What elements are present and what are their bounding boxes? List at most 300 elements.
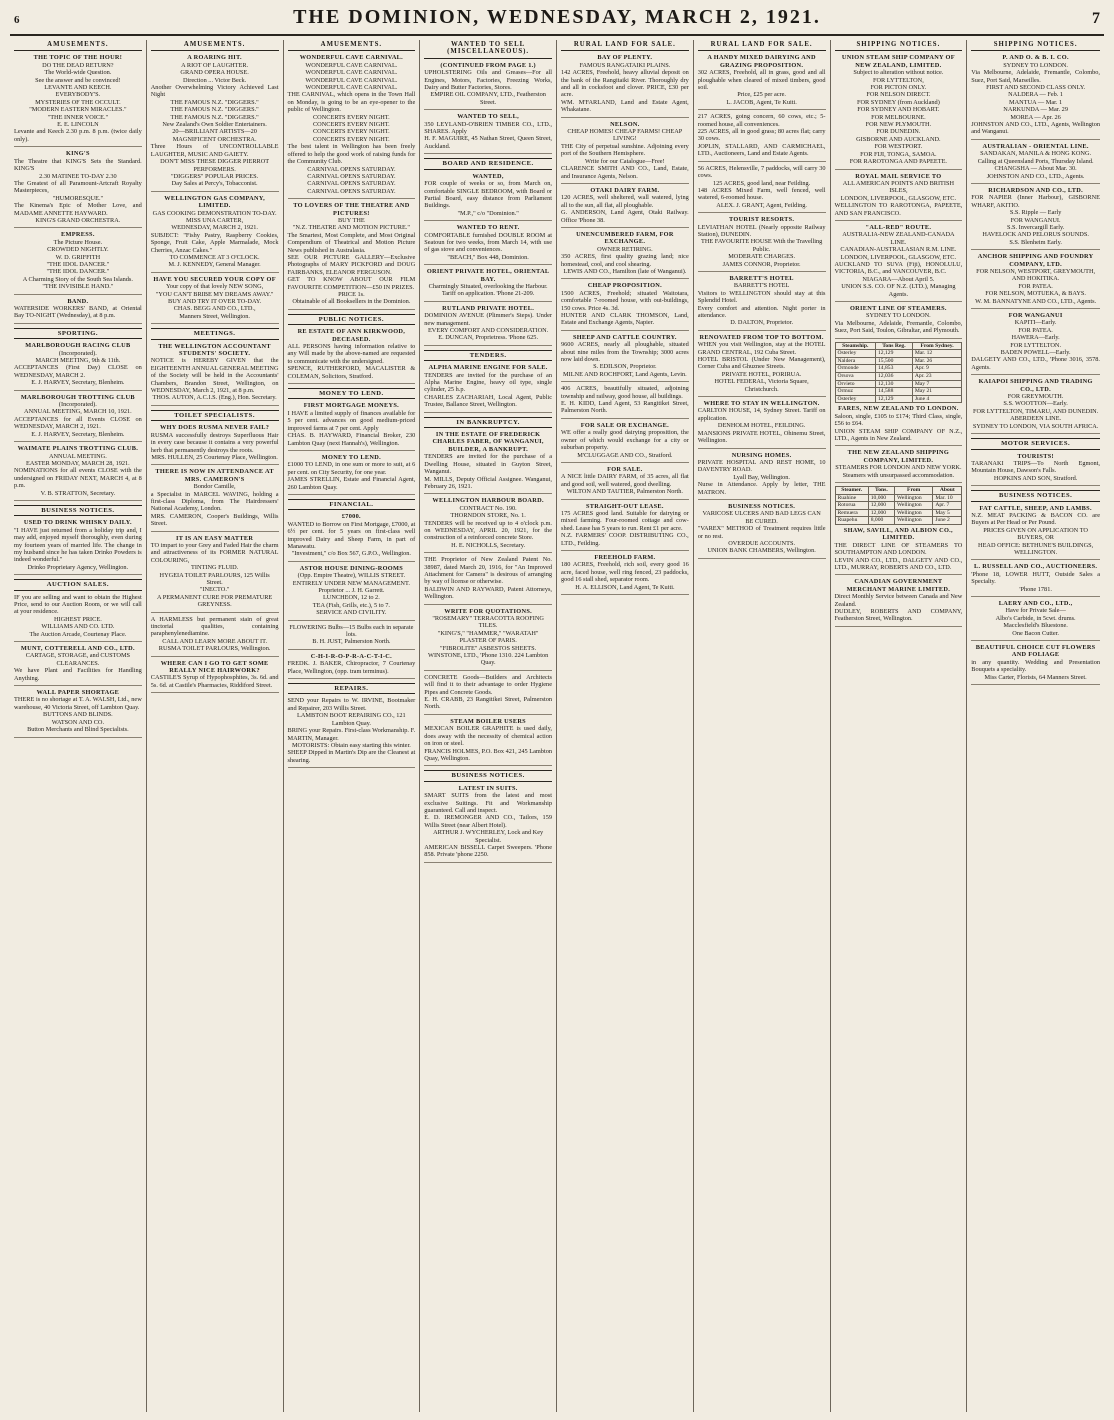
table-cell: 15,500 <box>876 357 913 365</box>
advertisement-heading: BAND. <box>67 297 89 305</box>
advertisement-text: ACCEPTANCES for all Events CLOSE on WEDNESDAY, MARCH 2, 1921. <box>14 415 142 431</box>
advertisement-text: CLARENCE SMITH AND CO., Land, Estate, and Insurance Agents, Nelson. <box>561 165 689 180</box>
advertisement-heading: SHEEP AND CATTLE COUNTRY. <box>572 333 677 341</box>
advertisement-text: Albo's Carbide, in 5cwt. drums. <box>995 614 1076 622</box>
advertisement <box>424 173 552 221</box>
advertisement-heading: IT IS AN EASY MATTER <box>175 534 254 542</box>
page-number-left: 6 <box>14 14 20 26</box>
advertisement-text: FOR MELBOURNE. <box>871 113 926 121</box>
advertisement-text: GRAND OPERA HOUSE. <box>180 69 249 77</box>
advertisement-text: Obtainable of all Booksellers in the Dominion. <box>292 298 411 306</box>
advertisement-text: CONTRACT No. 190. <box>459 504 517 512</box>
advertisement-text: I HAVE a limited supply of finances available for 5 per cent. advances on good medium-priced improved farms at 7 per cent. Apply <box>287 409 416 432</box>
advertisement-text: Subject to alteration without notice. <box>853 69 944 77</box>
advertisement-text: FOR WANGANUI. <box>1010 216 1061 224</box>
advertisement-heading: FREEHOLD FARM. <box>594 553 656 561</box>
advertisement-text: E. DUNCAN, Proprietress. 'Phone 625. <box>438 334 539 342</box>
advertisement-text: FRANCIS HOLMES, P.O. Box 421, 245 Lambton Quay, Wellington. <box>424 747 552 762</box>
advertisement-text: "HUMORESQUE." <box>52 194 104 202</box>
column-heading: AMUSEMENTS. <box>288 40 416 51</box>
table-cell: May 5 <box>933 509 962 517</box>
advertisement-heading: ASTOR HOUSE DINING-ROOMS <box>299 564 404 572</box>
advertisement-text: E. J. HARVEY, Secretary, Blenheim. <box>31 379 125 387</box>
advertisement-heading: UNION STEAM SHIP COMPANY OF NEW ZEALAND, LIMITED. <box>841 54 955 69</box>
advertisement-heading: THERE IS NOW IN ATTENDANCE AT MRS. CAMERON'S <box>155 468 274 483</box>
advertisement-text: M'CLUGGAGE AND CO., Stratford. <box>577 451 673 459</box>
advertisement-text: SYDNEY TO LONDON. <box>1003 61 1069 69</box>
table-cell: Ruapehu <box>835 517 868 525</box>
table-cell: Ormonde <box>835 365 876 373</box>
advertisement-text: D. DALTON, Proprietor. <box>730 319 794 327</box>
table-row <box>835 380 962 388</box>
advertisement-text: A RIOT OF LAUGHTER. <box>181 61 249 69</box>
advertisement-text: FOR NELSON, WESTPORT, GREYMOUTH, AND HOKITIKA. <box>976 267 1096 283</box>
table-cell: 12,129 <box>876 395 913 403</box>
advertisement-text: Direction ... Victor Beck. <box>182 76 247 84</box>
advertisement-text: TO impart to your Grey and Faded Hair the charm and attractiveness of its FORMER NATURAL COLOURING, <box>150 541 279 564</box>
advertisement-text: Price, £25 per acre. <box>737 91 787 99</box>
advertisement-heading: £7000. <box>341 513 361 521</box>
advertisement-text: Drinko Proprietary Agency, Wellington. <box>27 563 129 571</box>
newspaper-title: THE DOMINION, WEDNESDAY, MARCH 2, 1921. <box>293 6 821 28</box>
advertisement-text: THE CARNIVAL, which opens in the Town Hall on Monday, is going to be an eye-opener to the public of Wellington. <box>287 91 416 114</box>
advertisement <box>288 565 416 621</box>
advertisement-text: FOR NAPIER (Inner Harbour), GISBORNE WHARF, AKITIO. <box>971 194 1100 209</box>
table-row <box>835 509 962 517</box>
advertisement-text: 217 ACRES, going concern, 60 cows, etc.; 5-roomed house, all conveniences. <box>697 113 826 128</box>
advertisement-text: FAMOUS RANGATAIKI PLAINS. <box>579 61 671 69</box>
advertisement-text: B. H. JUST, Palmerston North. <box>312 638 391 646</box>
table-header-cell: Tons Reg. <box>876 342 913 350</box>
table-cell: Osterley <box>835 350 876 358</box>
advertisement-text: TO COMMENCE AT 3 O'CLOCK. <box>169 253 260 261</box>
advertisement-text: CONCERTS EVERY NIGHT. <box>312 128 390 136</box>
advertisement-heading: BARRETT'S HOTEL <box>729 274 794 282</box>
advertisement-text: ALL AMERICAN POINTS AND BRITISH ISLES, <box>842 179 955 195</box>
advertisement-text: MOTORISTS: Obtain easy starting this winter. <box>291 741 411 749</box>
advertisement <box>971 563 1100 597</box>
advertisement-text: DALGETY AND CO., LTD., 'Phone 3016, 3578. Agents. <box>971 356 1100 371</box>
advertisement-text: RUSMA successfully destroys Superfluous Hair in every case because it contains a very powerful herb that permanently destroys the roots. <box>150 431 279 454</box>
advertisement <box>151 195 279 273</box>
advertisement-text: THE City of perpetual sunshine. Adjoining every port of the Southern Hemisphere. <box>561 142 689 158</box>
advertisement-text: A PERMANENT CURE FOR PREMATURE GREYNESS. <box>156 593 273 609</box>
advertisement-text: FOR couple of weeks or so, from March on, comfortable SINGLE BEDROOM, with Board or Partial Board, easy distance from Parliament Buildings. <box>424 180 552 210</box>
page-number-right: 7 <box>1092 10 1100 27</box>
advertisement <box>971 505 1100 561</box>
advertisement-text: A HARMLESS but permanent stain of great tinctorial qualities, containing paraphenylenediamine. <box>150 615 279 638</box>
advertisement <box>835 54 963 169</box>
advertisement-heading: WHERE CAN I GO TO GET SOME REALLY NICE HAIRWORK? <box>160 659 269 675</box>
table-cell: 14,588 <box>876 388 913 396</box>
section-heading: REPAIRS. <box>288 683 416 694</box>
advertisement-text: AMERICAN BISSELL Carpet Sweepers. 'Phone 858. Private 'phone 2250. <box>424 843 552 859</box>
advertisement-text: Steamers with unsurpassed accommodation. <box>842 471 955 479</box>
advertisement <box>424 785 552 863</box>
section-heading: BOARD AND RESIDENCE. <box>424 158 552 169</box>
advertisement <box>288 402 416 450</box>
advertisement <box>698 275 826 331</box>
advertisement-text: The Greatest of all Paramount-Artcraft Royalty Masterpieces, <box>14 179 142 195</box>
advertisement-text: Charmingly Situated, overlooking the Harbour. <box>428 282 548 290</box>
advertisement-text: BUY AND TRY IT OVER TO-DAY. <box>168 298 262 305</box>
advertisement-heading: WANTED TO RENT. <box>456 224 520 232</box>
advertisement-text: CHAS. B. HAYWARD, Financial Broker, 230 Lambton Quay (next Hannah's), Wellington. <box>287 432 416 447</box>
advertisement <box>424 497 552 553</box>
advertisement-text: 125 ACRES, good land, near Feilding. <box>713 179 811 187</box>
advertisement-heading: WRITE FOR QUOTATIONS. <box>444 607 532 615</box>
advertisement <box>424 674 552 715</box>
advertisement-text: FOR LYTTELTON. <box>1010 341 1062 349</box>
column-heading: RURAL LAND FOR SALE. <box>698 40 826 51</box>
advertisement-text: WELLINGTON TO RAROTONGA, PAPEETE, AND SAN FRANCISCO. <box>834 202 963 217</box>
advertisement-text: AUSTRALIA-NEW ZEALAND-CANADA LINE. <box>842 231 955 246</box>
table-row <box>835 395 962 403</box>
advertisement-text: WEDNESDAY, MARCH 2, 1921. <box>171 224 259 232</box>
advertisement-heading: KING'S <box>65 150 90 158</box>
table-cell: June 4 <box>912 395 961 403</box>
advertisement-heading: CANADIAN GOVERNMENT MERCHANT MARINE LIMITED. <box>846 578 951 593</box>
advertisement-text: DENHOLM HOTEL, FEILDING. <box>717 422 806 430</box>
advertisement-text: THERE is no shortage at T. A. WALSH, Ltd., new warehouse, 40 Victoria Street, off Lambton Quay. <box>14 696 142 711</box>
advertisement-text: LAMBTON BOOT REPAIRING CO., 121 Lambton Quay. <box>297 712 406 727</box>
advertisement-text: NARKUNDA — Mar. 29 <box>1003 106 1068 114</box>
advertisement <box>14 150 142 228</box>
advertisement-heading: A ROARING HIT. <box>187 54 242 62</box>
table-cell: Wellington <box>895 502 933 510</box>
advertisement-text: Calling at Queensland Ports, Thursday Island. <box>977 157 1094 165</box>
advertisement-text: LONDON, LIVERPOOL, GLASGOW, ETC. <box>840 194 957 202</box>
advertisement-text: JAMES CONNOR, Proprietor. <box>722 260 801 268</box>
advertisement-text: KING'S GRAND ORCHESTRA. <box>35 216 121 224</box>
advertisement-text: CHEAP HOMES! CHEAP FARMS! CHEAP LIVING! <box>567 128 683 143</box>
advertisement <box>561 54 689 117</box>
advertisement-text: SEE OUR PICTURE GALLERY—Exclusive Photographs of MARY PICKFORD and DOUG FAIRBANKS, ELEANOR FERGUSON. <box>287 253 416 276</box>
advertisement-heading: WAIMATE PLAINS TROTTING CLUB. <box>17 445 139 453</box>
advertisement-text: SYDNEY TO LONDON, VIA SOUTH AFRICA. <box>972 422 1099 430</box>
advertisement-heading: FOR SALE OR EXCHANGE. <box>580 421 669 429</box>
advertisement-text: HAWERA—Early. <box>1011 334 1060 342</box>
advertisement-heading: FIRST MORTGAGE MONEYS. <box>303 402 400 410</box>
advertisement-heading: IN THE ESTATE OF FREDERICK CHARLES FABER, OF WANGANUI, BUILDER, A BANKRUPT. <box>432 431 544 453</box>
advertisement-text: One Bacon Cutter. <box>1012 629 1059 637</box>
advertisement-text: SHEEP Dipped in Martin's Dip are the Cleanest at shearing. <box>287 749 416 764</box>
advertisement-text: THORNDON STORE, No. 1. <box>450 512 526 520</box>
advertisement-text: Button Merchants and Blind Specialists. <box>27 726 129 734</box>
advertisement-heading: RUTLAND PRIVATE HOTEL. <box>442 304 535 312</box>
advertisement-text: G. ANDERSON, Land Agent, Otaki Railway. Office 'Phone 38. <box>561 209 689 224</box>
advertisement-text: UNION BANK CHAMBERS, Wellington. <box>707 547 816 555</box>
advertisement-text: CARNIVAL OPENS SATURDAY. <box>307 187 396 195</box>
advertisement-heading: KAIAPOI SHIPPING AND TRADING CO., LTD. <box>978 378 1093 393</box>
advertisement-text: EVERYBODY'S. <box>55 91 101 99</box>
advertisement-text: CONCERTS EVERY NIGHT. <box>312 135 390 143</box>
advertisement-text: (Opp. Empire Theatre), WILLIS STREET. <box>297 572 406 580</box>
advertisement-text: SANDAKAN, MANILA & HONG KONG. <box>980 150 1092 158</box>
table-row <box>835 357 962 365</box>
advertisement <box>288 328 416 384</box>
advertisement-text: 302 ACRES, Freehold, all in grass, good and all ploughable when cleared of mixed timbers, good soil. <box>697 69 826 92</box>
advertisement-text: 'Phone 18, LOWER HUTT, Outside Sales a Specialty. <box>971 570 1100 586</box>
advertisement <box>835 527 963 575</box>
advertisement-text: CARNIVAL OPENS SATURDAY. <box>307 172 396 180</box>
advertisement-text: FREDK. J. BAKER, Chiropractor, 7 Courtenay Place, Wellington, (opp. tram terminus). <box>287 660 416 675</box>
advertisement-heading: USED TO DRINK WHISKY DAILY. <box>23 519 132 527</box>
advertisement <box>288 624 416 650</box>
advertisement-heading: WHERE TO STAY IN WELLINGTON. <box>703 400 820 408</box>
advertisement <box>14 519 142 575</box>
advertisement-text: SEND your Repairs to W. IRVINE, Bootmaker and Repairer, 203 Willis Street. <box>287 697 416 712</box>
advertisement-heading: ROYAL MAIL SERVICE TO <box>855 172 942 180</box>
column-heading: AMUSEMENTS. <box>14 40 142 51</box>
advertisement-text: Write for our Catalogue—Free! <box>585 157 665 165</box>
advertisement-text: "Investment," c/o Box 567, G.P.O., Wellington. <box>291 550 411 558</box>
advertisement-text: ABERDEEN LINE. <box>1010 415 1062 423</box>
advertisement <box>835 405 963 446</box>
advertisement-heading: WANTED TO SELL, <box>457 113 520 121</box>
advertisement-heading: MUNT, COTTERELL AND CO., LTD. <box>20 645 135 653</box>
advertisement-text: KAPITI—Early. <box>1014 319 1057 327</box>
advertisement-text: Levante and Keech 2.30 p.m. 8 p.m. (twice daily only). <box>14 128 142 143</box>
advertisement-text: ALL PERSONS having information relative to any Will made by the above-named are requested to communicate with the undersigned. <box>287 343 416 365</box>
advertisement-text: BUY THE <box>337 216 365 224</box>
advertisement-text: THE FAMOUS N.Z. "DIGGERS." <box>170 106 259 114</box>
advertisement-text: CONCRETE Goods—Builders and Architects will find it to their advantage to order Hygiene Pipes and Concrete Goods. <box>424 673 552 696</box>
advertisement-text: (Incorporated). <box>58 349 97 357</box>
advertisement-text: FOR PATEA. <box>1018 282 1053 290</box>
advertisement-text: STEAMERS FOR LONDON AND NEW YORK. <box>835 464 962 472</box>
table-row <box>835 350 962 358</box>
column-8 <box>967 40 1104 1412</box>
advertisement-text: W. D. GRIFFITH <box>55 253 101 261</box>
columns-container <box>10 40 1104 1412</box>
advertisement <box>971 453 1100 487</box>
advertisement-text: ALEX. J. GRANT, Agent, Feilding. <box>716 201 807 209</box>
advertisement-text: JOHNSTON AND CO., LTD., Agents, Wellington and Wanganui. <box>971 121 1100 136</box>
advertisement <box>151 468 279 531</box>
advertisement-text: MANSIONS PRIVATE HOTEL, Ohinemu Street, Wellington. <box>697 429 826 445</box>
advertisement-heading: RENOVATED FROM TOP TO BOTTOM. <box>699 333 824 341</box>
advertisement-text: FOR NEW PLYMOUTH. <box>865 121 932 129</box>
advertisement-heading: NELSON. <box>610 120 640 128</box>
advertisement-heading: WONDERFUL CAVE CARNIVAL. <box>299 54 404 62</box>
advertisement-text: EVERY COMFORT AND CONSIDERATION. <box>427 327 549 334</box>
table-cell: 12,036 <box>876 373 913 381</box>
table-cell: June 2 <box>933 517 962 525</box>
advertisement-text: MOREA — Apr. 26 <box>1010 113 1061 121</box>
advertisement-text: 'Phone 1781. <box>1019 585 1052 593</box>
advertisement <box>14 445 142 501</box>
advertisement-text: SMART SUITS from the latest and most exclusive Suitings. Fit and Workmanship guaranteed. Call and inspect. <box>424 792 552 814</box>
advertisement-text: S. EDILSON, Proprietor. <box>593 363 657 371</box>
column-heading: RURAL LAND FOR SALE. <box>561 40 689 51</box>
advertisement-text: DO THE DEAD RETURN? <box>42 61 114 69</box>
advertisement-heading: THE WELLINGTON ACCOUNTANT STUDENTS' SOCIETY. <box>158 342 271 358</box>
advertisement-text: H. F. MAGUIRE, 45 Nathan Street, Queen Street, Auckland. <box>424 135 552 150</box>
advertisement-text: WILLIAMS AND CO. LTD. <box>41 623 115 631</box>
advertisement-text: S.S. Ripple — Early <box>1009 209 1062 217</box>
advertisement-text: 2.30 MATINEE TO-DAY 2.30 <box>39 172 117 180</box>
advertisement-text: "M.P.," c/o "Dominion." <box>457 209 519 217</box>
advertisement-heading: MONEY TO LEND. <box>321 453 381 461</box>
advertisement-text: A Charming Story of the South Sea Islands. <box>22 275 133 283</box>
table-cell: 8,000 <box>868 517 894 525</box>
advertisement-text: GET TO KNOW ABOUT OUR FILM FAVOURITE COMPETITION—£50 IN PRIZES. <box>287 276 416 291</box>
advertisement-text: Day Sales at Percy's, Tobacconist. <box>171 180 258 188</box>
advertisement-text: CARTAGE, STORAGE, and CUSTOMS CLEARANCES. <box>25 652 131 667</box>
advertisement <box>971 644 1100 685</box>
table-cell: Rotorua <box>835 502 868 510</box>
table-cell: Apr. 23 <box>912 373 961 381</box>
advertisement <box>561 422 689 463</box>
advertisement-text: E. H. CRABB, 23 Rangitikei Street, Palmerston North. <box>424 696 552 711</box>
advertisement-text: WHEN you visit Wellington, stay at the HOTEL GRAND CENTRAL, 192 Cuba Street. <box>697 341 826 356</box>
table-cell: Wellington <box>895 509 933 517</box>
advertisement <box>971 378 1100 434</box>
advertisement-text: HEAD OFFICE: BETHUNE'S BUILDINGS, WELLINGTON. <box>978 541 1094 556</box>
table-row <box>835 517 962 525</box>
advertisement-text: LEVIATHAN HOTEL (Nearly opposite Railway Station), DUNEDIN. <box>697 223 826 238</box>
advertisement-text: WANTED to Borrow on First Mortgage, £7000, at 6½ per cent. for 5 years on first-class well improved Dairy and Sheep Farm, in part of Manawatu. <box>287 520 416 550</box>
advertisement-text: MYSTERIES OF THE OCCULT. <box>35 98 121 106</box>
advertisement-text: FLOWERING Bulbs—15 Bulbs each in separate lots. <box>289 623 414 639</box>
advertisement-heading: MARLBOROUGH RACING CLUB <box>25 342 131 350</box>
advertisement-text: Another Overwhelming Victory Achieved Last Night <box>150 84 279 99</box>
advertisement-heading: FARES, NEW ZEALAND TO LONDON. <box>838 405 959 413</box>
advertisement-text: THE FAMOUS N.Z. "DIGGERS." <box>170 113 259 121</box>
advertisement-text: CONCERTS EVERY NIGHT. <box>312 113 390 121</box>
advertisement <box>14 394 142 442</box>
advertisement-text: COMFORTABLE furnished DOUBLE ROOM at Seatoun for two weeks, from March 14, with use of gas stove and conveniences. <box>424 231 552 254</box>
advertisement-heading: ALPHA MARINE ENGINE FOR SALE. <box>428 364 548 372</box>
advertisement-text: NIAGARA—About April 5. <box>862 275 935 283</box>
advertisement-text: HYGEIA TOILET PARLOURS, 125 Willis Street. <box>159 571 270 586</box>
advertisement-text: H. A. ELLISON, Land Agent, Te Kuiti. <box>575 583 675 591</box>
advertisement-text: WATSON AND CO. <box>51 718 105 726</box>
advertisement-text: CHANGSHA — About Mar. 30. <box>994 165 1077 173</box>
advertisement-text: CANADIAN-AUSTRALASIAN R.M. LINE. <box>840 246 957 254</box>
advertisement-heading: FOR SALE. <box>607 465 643 473</box>
table-cell: Apr. 7 <box>933 502 962 510</box>
advertisement-text: BARRETT'S HOTEL <box>733 282 790 290</box>
advertisement-text: FOR RAROTONGA AND PAPEETE. <box>849 158 948 166</box>
section-heading: MOTOR SERVICES. <box>971 438 1100 449</box>
advertisement-text: 148 ACRES Mixed Farm, well fenced, well watered, 6-roomed house. <box>697 186 826 202</box>
advertisement-text: 120 ACRES, well sheltered, wall watered, lying all to the sun, all flat, all ploughable. <box>561 194 689 209</box>
advertisement-text: THOS. AUTON, A.C.I.S. (Eng.), Hon. Secretary. <box>152 394 277 402</box>
advertisement-text: WINSTONE, LTD., 'Phone 1310. 224 Lambton Quay. <box>428 652 549 667</box>
table-header-cell: Tons. <box>868 487 894 495</box>
advertisement-text: Visitors to WELLINGTON should stay at this Splendid Hotel. <box>697 289 826 305</box>
table-cell: Remuera <box>835 509 868 517</box>
advertisement <box>424 268 552 302</box>
advertisement <box>698 503 826 559</box>
advertisement-text: 175 ACRES good land. Suitable for dairying or mixed farming. Four-roomed cottage and cow-shed. Lease has 5 years to run. Rent £1 per acre. <box>561 509 689 532</box>
advertisement <box>561 121 689 184</box>
advertisement-heading: P. AND O. & B. I. CO. <box>1002 54 1069 62</box>
masthead <box>10 6 1104 36</box>
advertisement-heading: RICHARDSON AND CO., LTD. <box>988 186 1084 194</box>
advertisement <box>288 653 416 679</box>
advertisement-text: ENTIRELY UNDER NEW MANAGEMENT. <box>292 579 410 587</box>
advertisement-text: WM. M'FARLAND, Land and Estate Agent, Whakatane. <box>561 98 689 114</box>
advertisement-text: ANNUAL MEETING, MARCH 10, 1921. <box>24 408 132 416</box>
advertisement-text: N.Z. FARMERS' COOP. DISTRIBUTING CO., LTD., Feilding. <box>561 532 689 547</box>
advertisement-text: SPENCE, RUTHERFORD, MACALISTER & COLEMAN, Solicitors, Stratford. <box>287 365 416 380</box>
advertisement-text: DON'T MISS THESE DIGGER PIERROT PERFORMERS. <box>160 158 270 173</box>
advertisement-text: PRICES GIVEN ON APPLICATION TO BUYERS, OR <box>983 526 1088 542</box>
advertisement-heading: WELLINGTON HARBOUR BOARD. <box>432 497 544 505</box>
advertisement-text: LONDON, LIVERPOOL, GLASGOW, ETC. <box>840 253 957 261</box>
section-heading: PUBLIC NOTICES. <box>288 314 416 325</box>
advertisement <box>288 454 416 495</box>
advertisement-text: SUBJECT: "Fishy Pastry, Raspberry Cookies, Sponge, Fruit Cake, Apple Marmalade, Mock Cherries, Anzac Cakes." <box>150 231 279 254</box>
advertisement <box>698 334 826 397</box>
advertisement-heading: WELLINGTON GAS COMPANY, LIMITED. <box>164 194 265 210</box>
advertisement-text: OWNER RETIRING. <box>597 245 653 253</box>
advertisement-text: MISS UNA CARTER, <box>186 216 244 224</box>
advertisement-text: V. B. STRATTON, Secretary. <box>40 489 116 497</box>
advertisement <box>971 312 1100 375</box>
advertisement-text: WONDERFUL CAVE CARNIVAL. <box>305 61 398 69</box>
advertisement-text: The World-wide Question. <box>44 69 112 77</box>
advertisement-text: "VAREX" METHOD of Treatment requires little or no rest. <box>697 525 826 540</box>
advertisement-text: MILNE AND ROCHFORT, Land Agents, Levin. <box>563 370 687 378</box>
advertisement-text: EASTER MONDAY, MARCH 28, 1921. <box>26 459 130 467</box>
advertisement-text: NOMINATIONS for all events CLOSE with the undersigned on FRIDAY NEXT, MARCH 4, at 8 p.m. <box>14 467 142 490</box>
advertisement-text: A NICE little DAIRY FARM, of 35 acres, all flat and good soil, well watered, good dwelling. <box>561 473 689 488</box>
advertisement-text: CHAS. BEGG AND CO., LTD., <box>173 305 256 313</box>
advertisement-heading: AUSTRALIAN - ORIENTAL LINE. <box>982 142 1089 150</box>
advertisement-text: FOR DUNEDIN. <box>876 128 921 136</box>
advertisement-heading: THE NEW ZEALAND SHIPPING COMPANY, LIMITED. <box>847 449 950 464</box>
advertisement-text: New Zealand's Own Soldier Entertainers. <box>162 121 267 129</box>
advertisement-text: "FIBROLITE" ASBESTOS SHEETS. <box>440 644 537 652</box>
advertisement-text: FOR PICTON ONLY. <box>870 84 927 92</box>
column-4 <box>420 40 557 1412</box>
advertisement-text: 406 ACRES, beautifully situated, adjoining township and railway, good house, all buildings. <box>561 385 689 400</box>
advertisement-heading: C-H-I-R-O-P-R-A-C-T-I-C. <box>310 652 393 660</box>
advertisement-heading: BEAUTIFUL CHOICE CUT FLOWERS AND FOLIAGE <box>975 644 1096 659</box>
advertisement <box>561 334 689 382</box>
advertisement-text: 350 ACRES, first quality grazing land; nice homestead, cool, and cool shearing. <box>561 253 689 268</box>
advertisement-text: DOMINION AVENUE (Plimmer's Steps). Under new management. <box>424 312 552 327</box>
advertisement <box>835 449 963 483</box>
advertisement-text: HOTEL BRISTOL (Under New Management), Corner Cuba and Ghuznee Streets. <box>697 356 826 371</box>
advertisement-text: NALDERA — Feb. 1 <box>1008 91 1064 99</box>
advertisement-text: See the answer and be convinced! <box>35 76 121 84</box>
table-header-row <box>835 487 962 495</box>
column-heading: AMUSEMENTS. <box>151 40 279 51</box>
advertisement-heading: STEAM BOILER USERS <box>450 717 526 725</box>
advertisement <box>835 305 963 339</box>
advertisement-text: Direct Monthly Service between Canada and New Zealand. <box>834 593 963 608</box>
advertisement-text: GISBORNE AND AUCKLAND. <box>856 135 941 143</box>
advertisement-text: The Smartest, Most Complete, and Most Original Compendium of Theatrical and Motion Picture News published in Australasia. <box>287 231 416 254</box>
advertisement-text: Nurse in Attendance. Apply by letter, THE MATRON. <box>697 481 826 496</box>
advertisement-text: FOR SYDNEY AND HOBART. <box>857 106 940 114</box>
advertisement-heading: STRAIGHT-OUT LEASE. <box>585 502 664 510</box>
advertisement <box>698 452 826 500</box>
advertisement-heading: TO LOVERS OF THE THEATRE AND PICTURES! <box>293 202 410 217</box>
advertisement-text: MEXICAN BOILER GRAPHITE is used daily, does away with the necessity of chemical action on iron or steel. <box>424 725 552 748</box>
advertisement <box>424 62 552 110</box>
section-heading: IN BANKRUPTCY. <box>424 417 552 428</box>
advertisement-heading: HAVE YOU SECURED YOUR COPY OF <box>153 275 276 283</box>
advertisement-heading: THE TOPIC OF THE HOUR! <box>33 54 123 62</box>
advertisement-text: CROWDED NIGHTLY. <box>47 246 109 254</box>
advertisement-text: RUSMA TOILET PARLOURS, Wellington. <box>158 645 271 653</box>
